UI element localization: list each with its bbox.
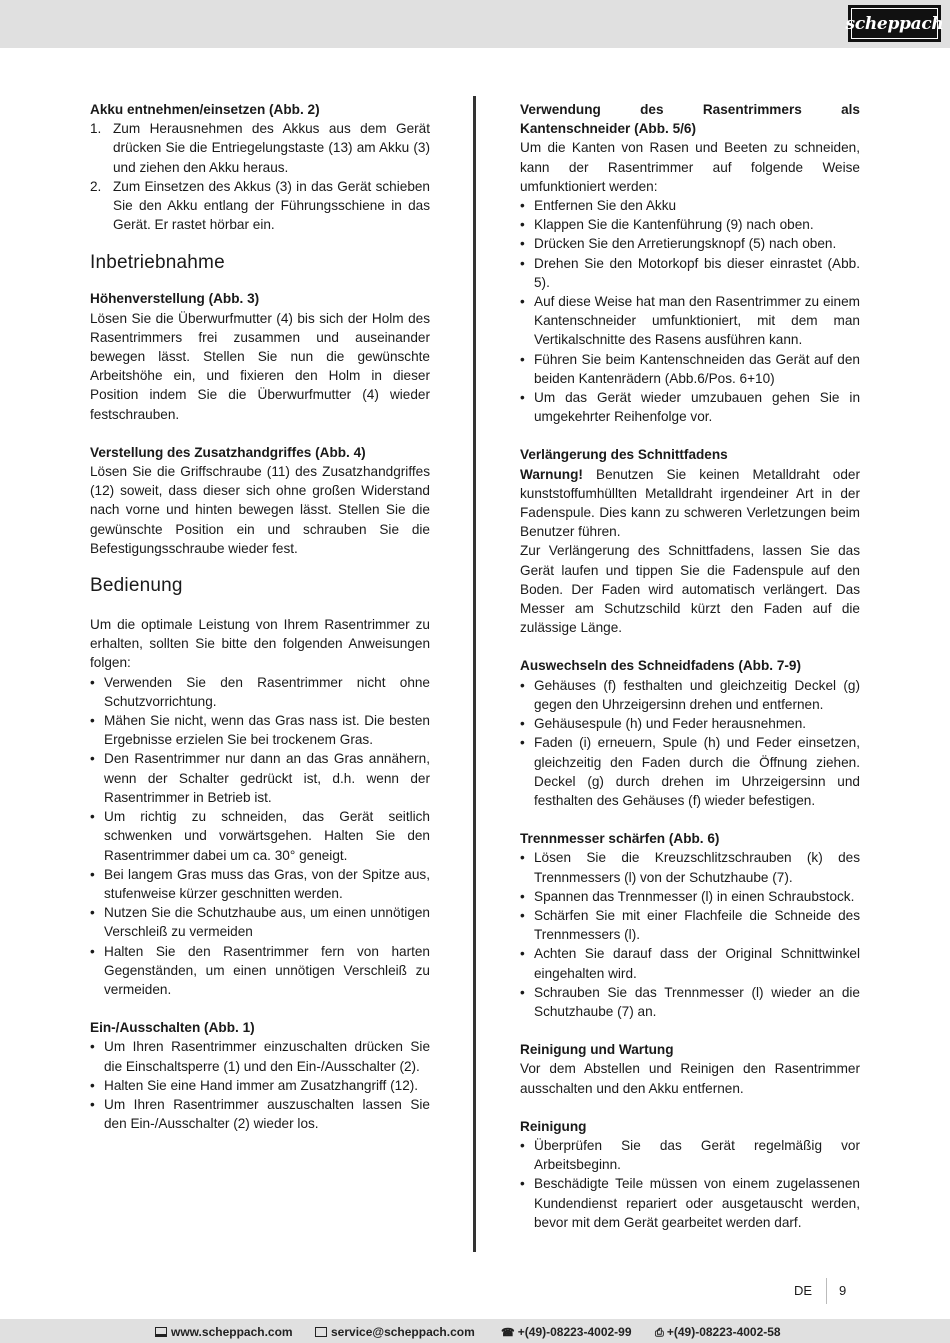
fax-icon: ⎙ — [655, 1327, 667, 1339]
zusatz-heading: Verstellung des Zusatzhandgriffes (Abb. 4) — [90, 444, 366, 460]
left-column — [90, 100, 430, 1133]
list-item: • Drücken Sie den Arretierungsknopf (5) nach oben. — [520, 236, 837, 252]
bedienung-intro: Um die optimale Leistung von Ihrem Rasentrimmer zu erhalten, sollten Sie bitte den folgenden Anweisungen folgen: — [90, 617, 430, 671]
phone-icon: ☎ — [501, 1327, 518, 1339]
list-item: • Schärfen Sie mit einer Flachfeile die Schneide des Trennmessers (l). — [520, 907, 860, 943]
reinigung-list — [520, 1136, 860, 1232]
messer-heading: Trennmesser schärfen (Abb. 6) — [520, 831, 720, 847]
messer-list — [520, 848, 860, 1021]
header-band — [0, 0, 950, 48]
list-item: • Führen Sie beim Kantenschneiden das Gerät auf den beiden Kantenrädern (Abb.6/Pos. 6+10) — [520, 351, 860, 386]
warning-label: Warnung! — [520, 466, 583, 482]
list-item: • Um Ihren Rasentrimmer einzuschalten drücken Sie die Einschaltsperre (1) und den Ein-/Ausschalter (2). — [90, 1039, 430, 1074]
list-item: • Verwenden Sie den Rasentrimmer nicht ohne Schutzvorrichtung. — [90, 674, 430, 709]
faden-warning — [520, 465, 860, 542]
section-title-bedienung: Bedienung — [90, 575, 183, 597]
akku-heading: Akku entnehmen/einsetzen (Abb. 2) — [90, 102, 320, 117]
list-item: • Drehen Sie den Motorkopf bis dieser einrastet (Abb. 5). — [520, 255, 860, 290]
wechsel-heading: Auswechseln des Schneidfadens (Abb. 7-9) — [520, 658, 802, 674]
kanten-heading: Verwendung des Rasentrimmers als Kantenschneider (Abb. 5/6) — [520, 102, 860, 137]
footer-web[interactable]: www.scheppach.com — [155, 1325, 293, 1339]
page-footer-divider — [826, 1278, 827, 1304]
faden-heading: Verlängerung des Schnittfadens — [520, 447, 728, 463]
list-item: • Halten Sie den Rasentrimmer fern von harten Gegenständen, um einen unnötigen Verschleiß zu vermeiden. — [90, 943, 430, 997]
zusatz-text: Lösen Sie die Griffschraube (11) des Zusatzhandgriffes (12) soweit, dass dieser sich ohne großen Widerstand nach vorne und hinten bewegen lässt. Stellen Sie die gewünschte Position ein und schrauben Sie die Befestigungsschraube wieder fest. — [90, 464, 430, 556]
hoehen-text: Lösen Sie die Überwurfmutter (4) bis sich der Holm des Rasentrimmers frei zusammen und auseinander bewegen lässt. Stellen Sie nun die gewünschte Arbeitshöhe ein, und fixieren den Holm in dieser Position indem Sie die Überwurfmutter (4) wieder festschrauben. — [90, 310, 430, 422]
right-column — [520, 100, 860, 1232]
list-item: • Auf diese Weise hat man den Rasentrimmer zu einem Kantenschneider umfunktioniert, mit dem man Vertikalschnitte des Rasens ausführen kann. — [520, 294, 860, 348]
list-item: • Mähen Sie nicht, wenn das Gras nass ist. Die besten Ergebnisse erzielen Sie bei trockenem Gras. — [90, 713, 430, 748]
list-item: • Achten Sie darauf dass der Original Schnittwinkel eingehalten wird. — [520, 946, 860, 981]
list-item: • Schrauben Sie das Trennmesser (l) wieder an die Schutzhaube (7) an. — [520, 984, 860, 1019]
column-divider — [473, 96, 476, 1252]
kanten-list — [520, 196, 860, 426]
list-item: • Überprüfen Sie das Gerät regelmäßig vor Arbeitsbeginn. — [520, 1137, 860, 1173]
section-title-inbetriebnahme: Inbetriebnahme — [90, 252, 225, 274]
computer-icon — [155, 1327, 167, 1337]
schalten-list — [90, 1037, 430, 1133]
list-item: • Um richtig zu schneiden, das Gerät seitlich schwenken und vorwärtsgehen. Halten Sie den Rasentrimmer dabei um ca. 30° geneigt. — [90, 809, 430, 863]
list-item: • Den Rasentrimmer nur dann an das Gras annähern, wenn der Schalter gedrückt ist, d.h. wenn der Rasentrimmer in Betrieb ist. — [90, 751, 430, 805]
faden-text: Zur Verlängerung des Schnittfadens, lassen Sie das Gerät laufen und tippen Sie die Fadenspule auf den Boden. Der Faden wird automatisch verlängert. Das Messer am Schutzschild kürzt den Faden auf die zulässige Länge. — [520, 543, 860, 636]
footer-bar — [0, 1319, 950, 1343]
footer-email[interactable]: service@scheppach.com — [315, 1325, 475, 1339]
page-language: DE — [794, 1283, 813, 1298]
akku-steps — [90, 119, 430, 234]
list-item: • Gehäusespule (h) und Feder herausnehmen. — [520, 716, 807, 732]
list-item: • Gehäuses (f) festhalten und gleichzeitig Deckel (g) gegen den Uhrzeigersinn drehen und entfernen. — [520, 677, 860, 712]
hoehen-heading: Höhenverstellung (Abb. 3) — [90, 291, 260, 307]
list-item: • Nutzen Sie die Schutzhaube aus, um einen unnötigen Verschleiß zu vermeiden — [90, 905, 430, 940]
reinigung-heading: Reinigung — [520, 1118, 587, 1134]
warning-text: Benutzen Sie keinen Metalldraht oder kunststoffumhüllten Metalldraht irgendeiner Art in der Fadenspule. Dies kann zu schweren Verletzungen beim Benutzer führen. — [520, 466, 860, 540]
list-item: • Faden (i) erneuern, Spule (h) und Feder einsetzen, gleichzeitig den Faden durch die Öffnung ziehen. Deckel (g) durch drehen im Uhrzeigersinn und festhalten des Gehäuses (f) wieder befestigen. — [520, 735, 860, 808]
schalten-heading: Ein-/Ausschalten (Abb. 1) — [90, 1020, 255, 1036]
footer-phone: ☎ +(49)-08223-4002-99 — [501, 1325, 632, 1339]
brand-logo-text: scheppach — [845, 13, 944, 34]
wechsel-list — [520, 676, 860, 810]
akku-step: 2. Zum Einsetzen des Akkus (3) in das Gerät schieben Sie den Akku entlang der Führungsschiene in das Gerät. Er rastet hörbar ein. — [90, 178, 430, 233]
mail-icon — [315, 1327, 327, 1337]
akku-step: 1. Zum Herausnehmen des Akkus aus dem Gerät drücken Sie die Entriegelungstaste (13) am Akku (3) und ziehen den Akku heraus. — [90, 121, 430, 175]
list-item: • Beschädigte Teile müssen von einem zugelassenen Kundendienst repariert oder ausgetauscht werden, bevor mit dem Gerät gearbeitet werden darf. — [520, 1176, 860, 1230]
bedienung-list — [90, 673, 430, 999]
wartung-text: Vor dem Abstellen und Reinigen den Rasentrimmer ausschalten und den Akku entfernen. — [520, 1061, 860, 1096]
list-item: • Um Ihren Rasentrimmer auszuschalten lassen Sie den Ein-/Ausschalter (2) wieder los. — [90, 1096, 430, 1132]
brand-logo — [845, 5, 944, 42]
kanten-intro: Um die Kanten von Rasen und Beeten zu schneiden, kann der Rasentrimmer auf folgende Weise umfunktioniert werden: — [520, 140, 860, 194]
list-item: • Klappen Sie die Kantenführung (9) nach oben. — [520, 217, 814, 233]
list-item: • Halten Sie eine Hand immer am Zusatzhangriff (12). — [90, 1077, 419, 1093]
list-item: • Entfernen Sie den Akku — [520, 198, 677, 214]
wartung-heading: Reinigung und Wartung — [520, 1042, 674, 1058]
list-item: • Spannen das Trennmesser (l) in einen Schraubstock. — [520, 888, 855, 904]
list-item: • Bei langem Gras muss das Gras, von der Spitze aus, stufenweise kürzer geschnitten werden. — [90, 866, 430, 901]
list-item: • Lösen Sie die Kreuzschlitzschrauben (k) des Trennmessers (l) von der Schutzhaube (7). — [520, 850, 860, 885]
list-item: • Um das Gerät wieder umzubauen gehen Sie in umgekehrter Reihenfolge vor. — [520, 390, 860, 425]
page-number: 9 — [839, 1283, 847, 1298]
footer-fax: ⎙ +(49)-08223-4002-58 — [655, 1325, 781, 1339]
